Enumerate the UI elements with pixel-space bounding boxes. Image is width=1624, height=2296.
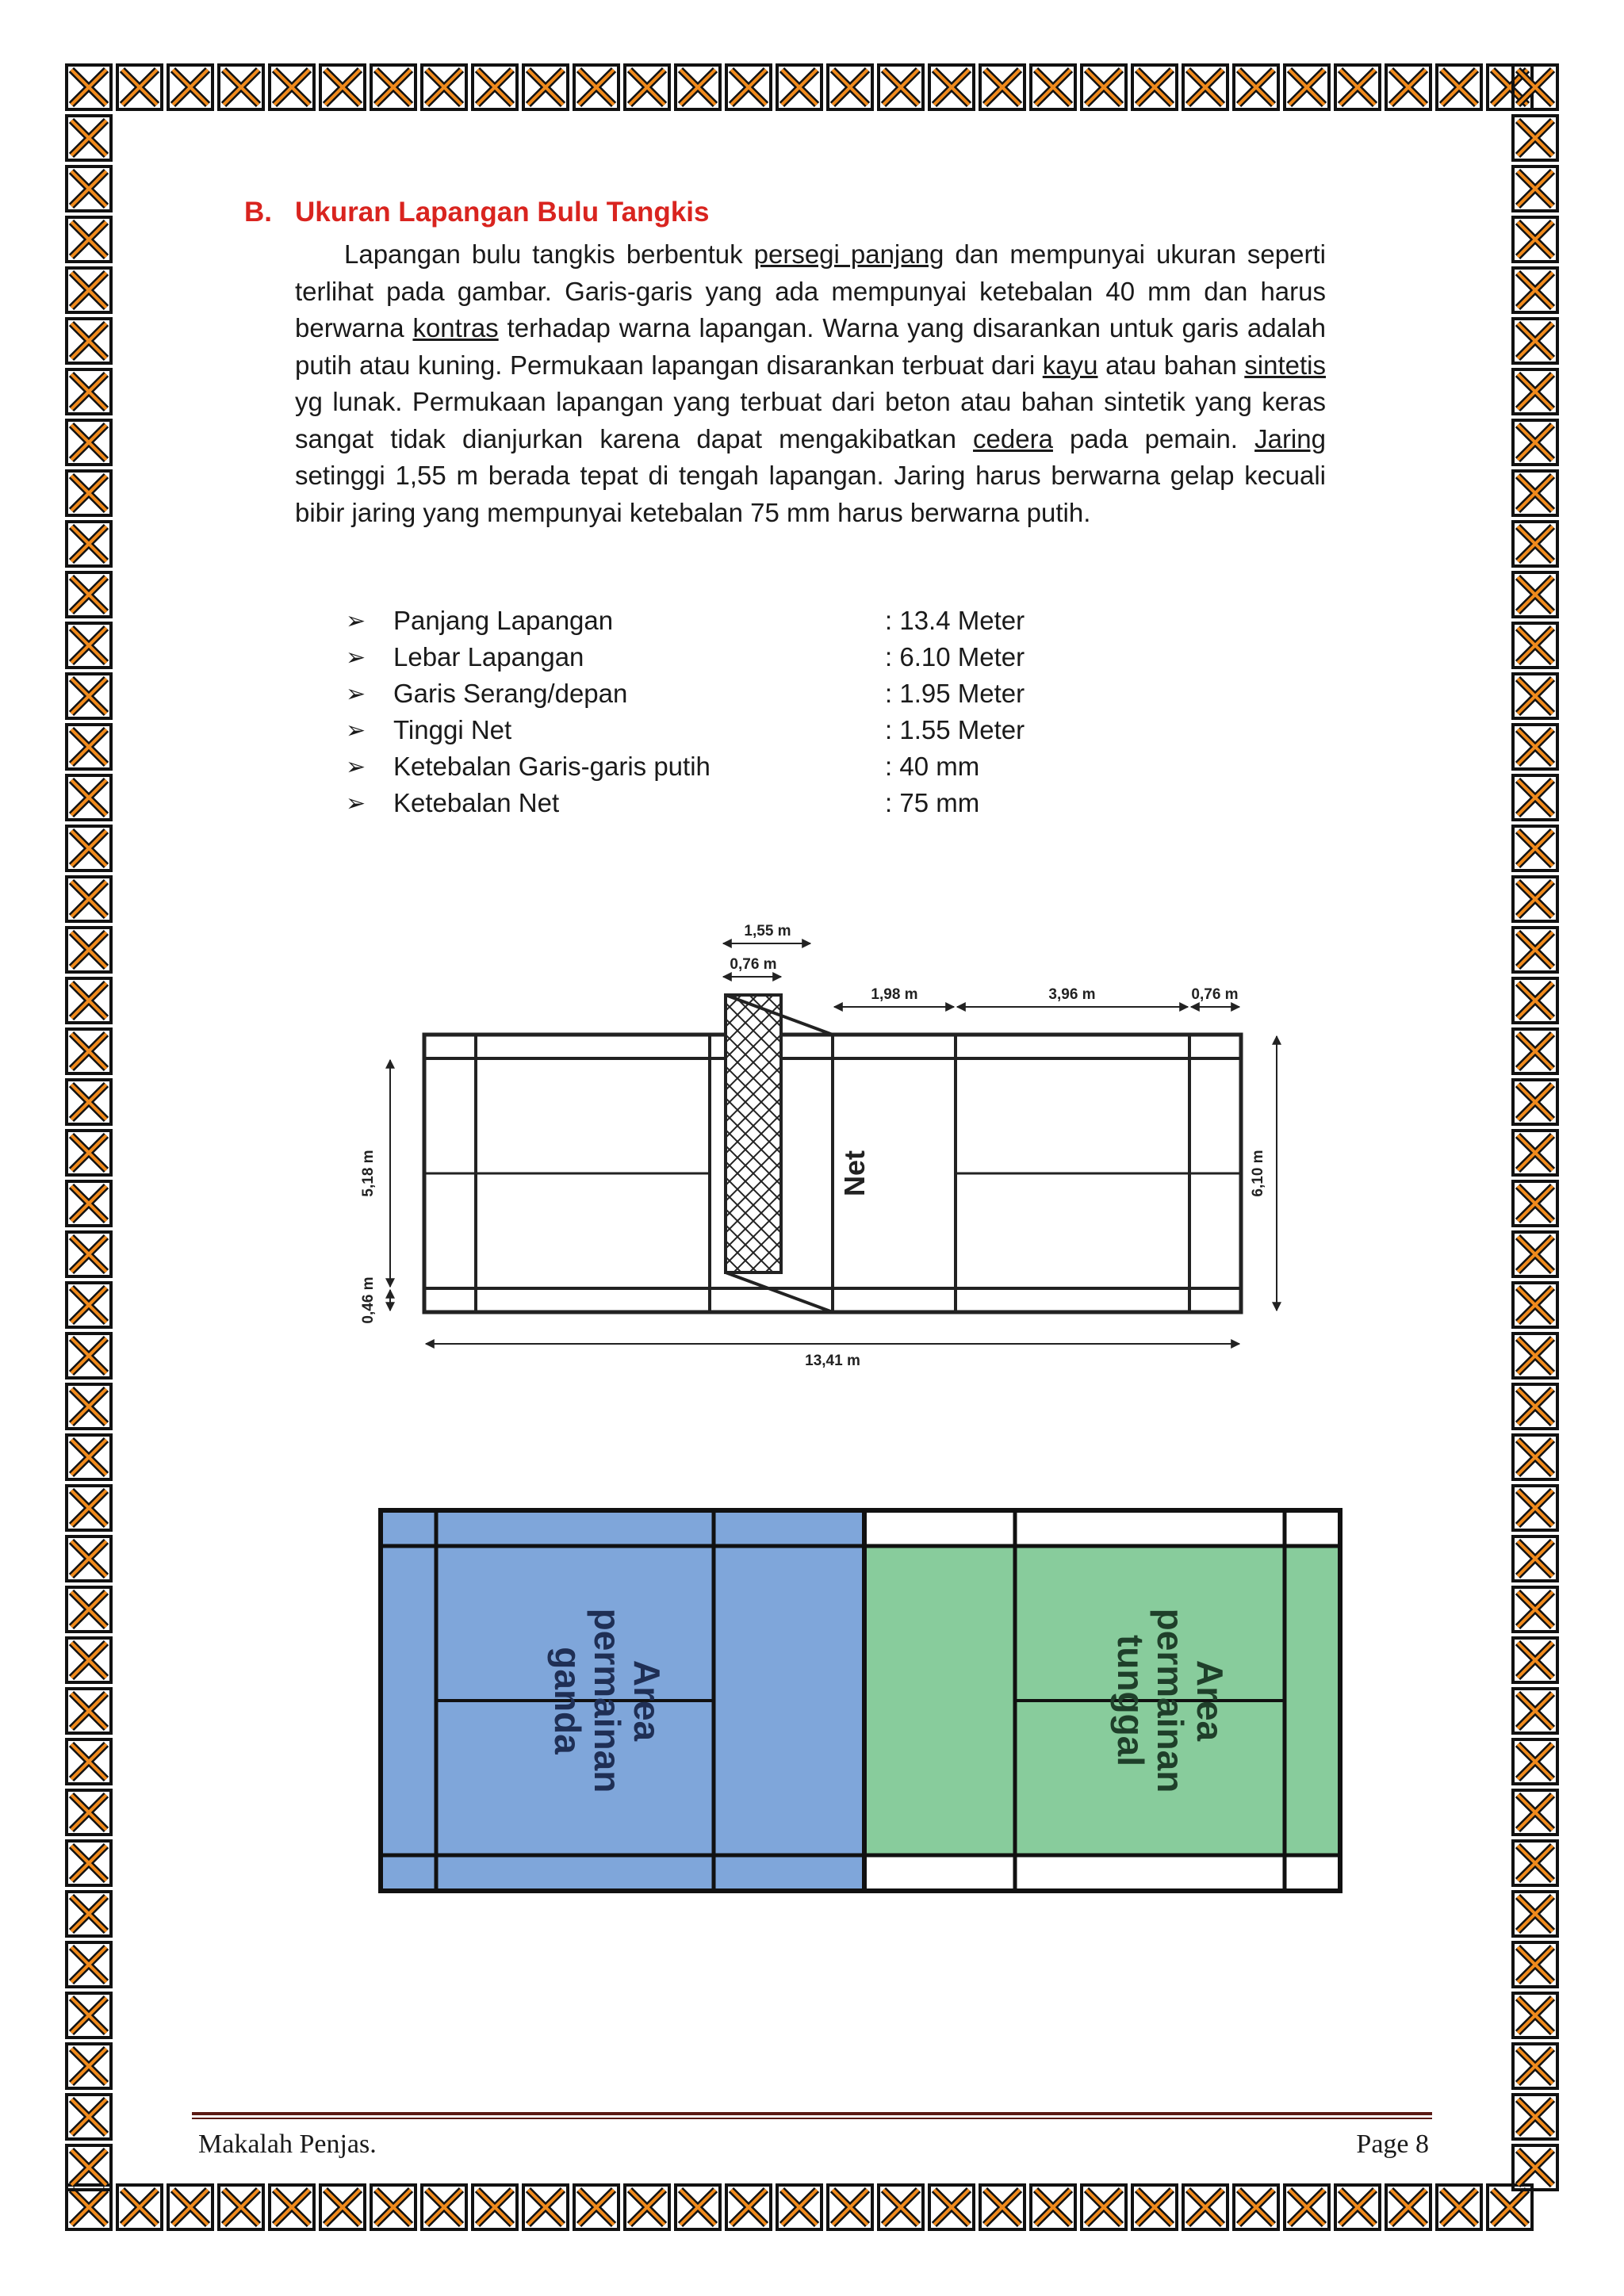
text-run: atau bahan: [1097, 350, 1245, 380]
singles-label-line: tunggal: [1110, 1634, 1151, 1767]
dim-width-right-label: 6,10 m: [1250, 1150, 1266, 1197]
arrow-bullet-icon: ➢: [346, 753, 366, 780]
dim-length-label: 13,41 m: [805, 1353, 860, 1369]
arrow-bullet-icon: ➢: [346, 607, 366, 634]
doubles-label-line: Area: [626, 1659, 668, 1742]
arrow-bullet-icon: ➢: [346, 680, 366, 707]
net-label: Net: [838, 1150, 871, 1197]
link-kayu[interactable]: kayu: [1042, 350, 1098, 380]
footer-rule: [192, 2112, 1432, 2119]
text-run: setinggi 1,55 m berada tepat di tengah lapangan. Jaring harus berwarna gelap kecuali bibir jaring yang mempunyai ketebalan 75 mm harus berwarna putih.: [295, 461, 1326, 527]
footer-title: Makalah Penjas.: [198, 2130, 377, 2159]
section-heading: [244, 197, 709, 228]
spec-item: [346, 639, 1139, 675]
arrow-bullet-icon: ➢: [346, 644, 366, 671]
spec-item: [346, 712, 1139, 748]
spec-value: : 6.10 Meter: [885, 642, 1025, 672]
court-area-diagram: [373, 1502, 1348, 1915]
spec-label: Panjang Lapangan: [393, 606, 614, 635]
spec-item: [346, 748, 1139, 785]
court-outline: [424, 1035, 1241, 1312]
page-border-left: [63, 62, 114, 2233]
spec-item: [346, 603, 1139, 639]
spec-label: Garis Serang/depan: [393, 679, 628, 708]
arrow-bullet-icon: ➢: [346, 717, 366, 744]
net-icon: [726, 995, 833, 1312]
doubles-label-line: ganda: [547, 1647, 588, 1755]
link-cedera[interactable]: cedera: [973, 423, 1053, 453]
link-jaring[interactable]: Jaring: [1254, 423, 1326, 453]
section-number: B.: [244, 197, 272, 228]
link-sintetis[interactable]: sintetis: [1244, 350, 1326, 380]
text-run: Lapangan bulu tangkis berbentuk: [344, 239, 754, 269]
spec-value: : 75 mm: [885, 788, 980, 817]
spec-label: Ketebalan Net: [393, 788, 560, 817]
dim-short-service-label: 1,98 m: [871, 986, 918, 1003]
dim-width-left-label: 5,18 m: [360, 1150, 377, 1197]
spec-label: Tinggi Net: [393, 715, 512, 744]
text-run: pada pemain.: [1052, 423, 1255, 453]
footer-page-number: Page 8: [1356, 2130, 1429, 2159]
spec-value: : 1.95 Meter: [885, 679, 1025, 708]
page-border-top: [63, 62, 1561, 113]
page-border-right: [1510, 62, 1561, 2233]
link-persegi-panjang[interactable]: persegi panjang: [753, 239, 944, 269]
spec-value: : 13.4 Meter: [885, 606, 1025, 635]
spec-label: Ketebalan Garis-garis putih: [393, 752, 710, 781]
singles-label-line: Area: [1189, 1659, 1231, 1742]
link-kontras[interactable]: kontras: [412, 313, 499, 342]
spec-value: : 1.55 Meter: [885, 715, 1025, 744]
court-dimension-diagram: [349, 912, 1285, 1372]
section-title: Ukuran Lapangan Bulu Tangkis: [295, 197, 710, 228]
spec-label: Lebar Lapangan: [393, 642, 584, 672]
spec-list: [346, 603, 1139, 821]
doubles-label-line: permainan: [587, 1608, 628, 1793]
dim-net-width-label: 0,76 m: [730, 956, 777, 973]
spec-item: [346, 675, 1139, 712]
dim-alley-label: 0,46 m: [360, 1276, 377, 1324]
text-run: terhadap warna lapangan. Warna yang disarankan untuk garis adalah putih atau kuning. Permukaan lapangan disarankan terbuat dari: [295, 313, 1326, 380]
singles-label-line: permainan: [1150, 1608, 1191, 1793]
body-paragraph: [295, 236, 1326, 531]
spec-item: [346, 785, 1139, 821]
dim-mid-label: 3,96 m: [1048, 986, 1096, 1003]
page-border-bottom: [63, 2182, 1561, 2233]
spec-value: : 40 mm: [885, 752, 980, 781]
text-run: dan mempunyai ukuran seperti terlihat pada gambar. Garis-garis yang ada mempunyai ketebalan 40 mm dan harus berwarna: [295, 239, 1326, 342]
arrow-bullet-icon: ➢: [346, 790, 366, 817]
text-run: yg lunak. Permukaan lapangan yang terbuat dari beton atau bahan sintetik yang keras sangat tidak dianjurkan karena dapat mengakibatkan: [295, 387, 1326, 453]
dim-back-label: 0,76 m: [1191, 986, 1239, 1003]
dim-net-height-label: 1,55 m: [744, 923, 791, 939]
